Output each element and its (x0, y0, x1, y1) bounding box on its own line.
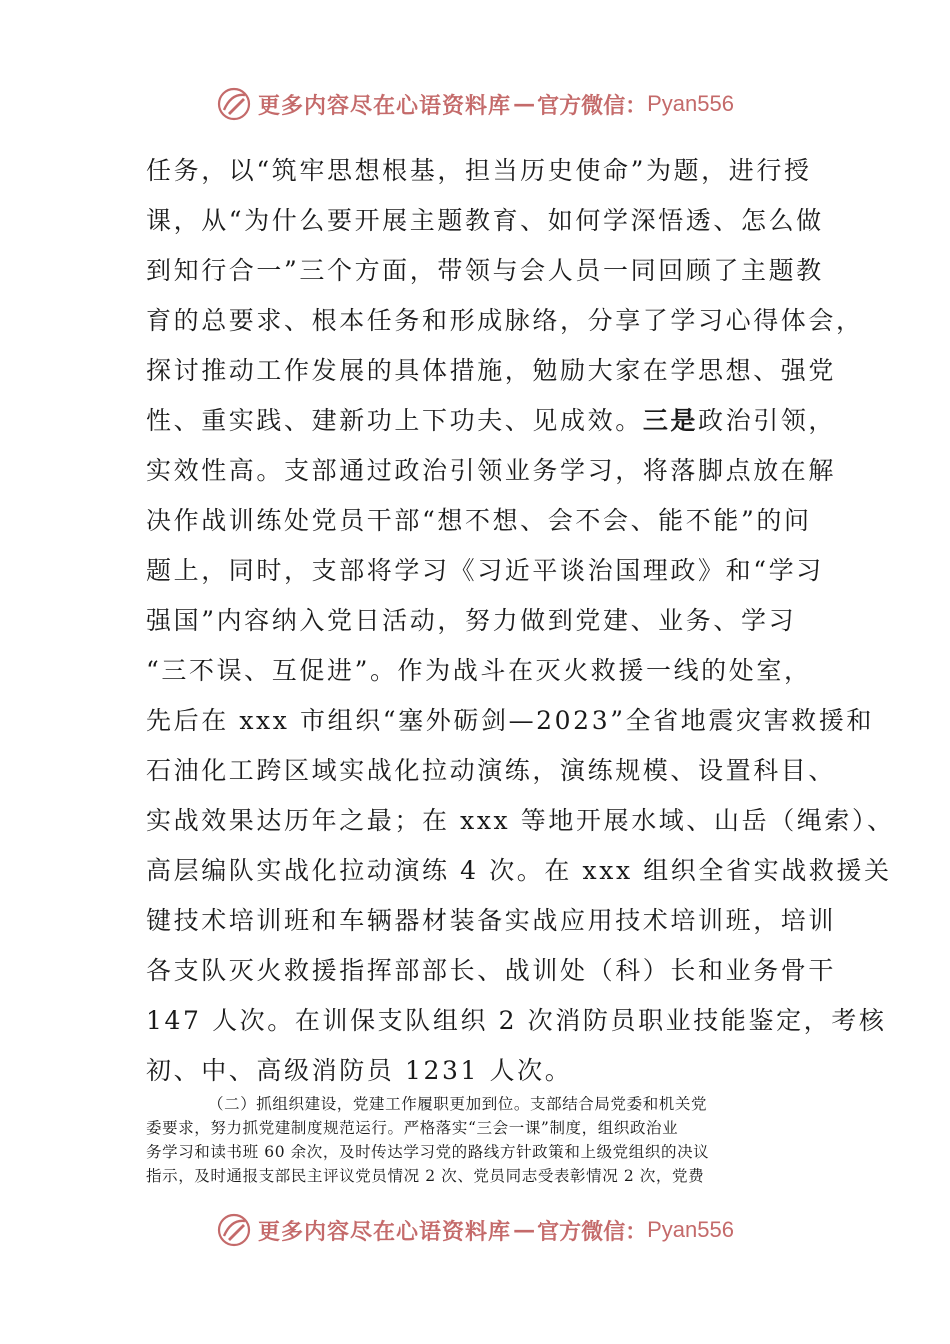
banner-wechat-id: Pyan556 (647, 1217, 734, 1242)
small-text-line: 务学习和读书班 60 余次，及时传达学习党的路线方针政策和上级党组织的决议 (146, 1143, 710, 1161)
text-line: 任务，以“筑牢思想根基，担当历史使命”为题，进行授 (146, 156, 812, 185)
text-line: “三不误、互促进”。作为战斗在灭火救援一线的处室， (146, 656, 812, 685)
small-text-line: 委要求，努力抓党建制度规范运行。严格落实“三会一课”制度，组织政治业 (146, 1119, 679, 1137)
banner-dash: — (513, 91, 536, 117)
text-segment: 政治引领， (698, 406, 837, 435)
text-line: 初、中、高级消防员 1231 人次。 (146, 1056, 573, 1085)
text-line: 到知行合一”三个方面，带领与会人员一同回顾了主题教 (146, 256, 824, 285)
footer-banner (0, 1210, 950, 1250)
section-two-paragraph (146, 1092, 806, 1188)
text-line: 石油化工跨区域实战化拉动演练，演练规模、设置科目、 (146, 756, 837, 785)
bold-lead: 三是 (642, 406, 699, 435)
small-text-line: 指示，及时通报支部民主评议党员情况 2 次、党员同志受表彰情况 2 次，党费 (146, 1167, 705, 1185)
text-line: 题上，同时，支部将学习《习近平谈治国理政》和“学习 (146, 556, 824, 585)
header-banner (0, 84, 950, 124)
text-line: 实战效果达历年之最；在 xxx 等地开展水域、山岳（绳索）、 (146, 806, 895, 835)
small-text-line: （二）抓组织建设，党建工作履职更加到位。支部结合局党委和机关党 (208, 1095, 708, 1113)
text-line: 强国”内容纳入党日活动，努力做到党建、业务、学习 (146, 606, 797, 635)
text-line: 决作战训练处党员干部“想不想、会不会、能不能”的问 (146, 506, 812, 535)
banner-prefix: 更多内容尽在心语资料库 (258, 92, 512, 119)
banner-wechat-label: 官方微信： (537, 1218, 648, 1245)
text-line: 高层编队实战化拉动演练 4 次。在 xxx 组织全省实战救援关 (146, 856, 892, 885)
banner-prefix: 更多内容尽在心语资料库 (258, 1218, 512, 1245)
pen-swirl-logo-icon (216, 1212, 252, 1248)
text-line: 先后在 xxx 市组织“塞外砺剑—2023”全省地震灾害救援和 (146, 706, 874, 735)
banner-wechat-label: 官方微信： (537, 92, 648, 119)
text-line: 探讨推动工作发展的具体措施，勉励大家在学思想、强党 (146, 356, 837, 385)
text-line (146, 396, 837, 446)
text-line: 147 人次。在训保支队组织 2 次消防员职业技能鉴定，考核 (146, 1006, 887, 1035)
text-line: 键技术培训班和车辆器材装备实战应用技术培训班，培训 (146, 906, 837, 935)
text-line: 育的总要求、根本任务和形成脉络，分享了学习心得体会， (146, 306, 864, 335)
text-line: 课，从“为什么要开展主题教育、如何学深悟透、怎么做 (146, 206, 824, 235)
text-line: 各支队灭火救援指挥部部长、战训处（科）长和业务骨干 (146, 956, 837, 985)
text-segment: 性、重实践、建新功上下功夫、见成效。 (146, 406, 643, 435)
banner-wechat-id: Pyan556 (647, 91, 734, 116)
text-line: 实效性高。支部通过政治引领业务学习，将落脚点放在解 (146, 456, 837, 485)
pen-swirl-logo-icon (216, 86, 252, 122)
banner-dash: — (513, 1217, 536, 1243)
main-paragraph (146, 146, 895, 1096)
